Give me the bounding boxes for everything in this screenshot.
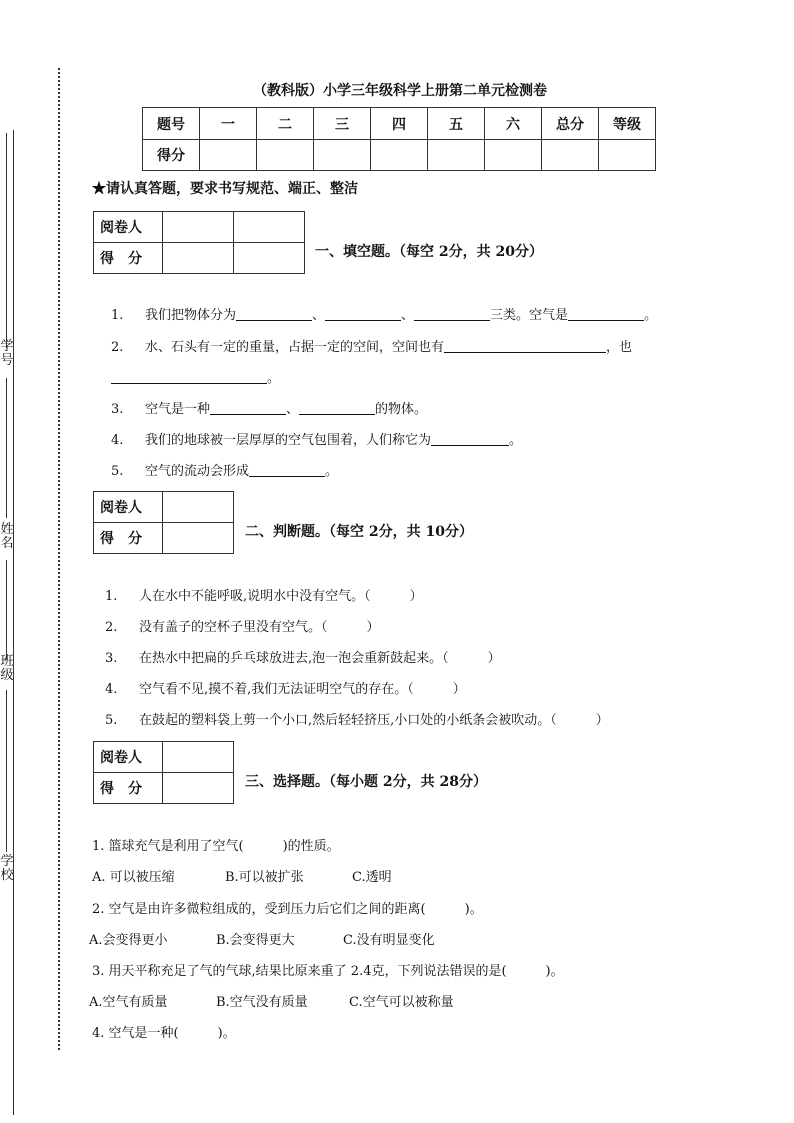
fill-question-5 xyxy=(111,460,338,479)
question-text: 没有盖子的空杯子里没有空气。（ ） xyxy=(139,620,380,635)
answer-blank[interactable] xyxy=(414,307,490,321)
mark-cell[interactable] xyxy=(163,523,234,554)
score-cell: 五 xyxy=(428,108,485,140)
binding-line xyxy=(13,130,14,1115)
question-number: 2. xyxy=(111,340,124,355)
option-c[interactable]: C.空气可以被称量 xyxy=(349,995,454,1010)
question-text: 空气的流动会形成 xyxy=(145,464,250,479)
option-c[interactable]: C.没有明显变化 xyxy=(343,933,435,948)
choice-question-3-options xyxy=(89,991,454,1010)
question-text: 的物体。 xyxy=(375,402,428,417)
mark-box-1 xyxy=(93,211,305,274)
answer-blank[interactable] xyxy=(210,401,286,415)
score-cell: 三 xyxy=(314,108,371,140)
fill-question-1 xyxy=(111,304,657,323)
question-text: 在热水中把扁的乒乓球放进去,泡一泡会重新鼓起来。（ ） xyxy=(139,651,501,666)
score-label: 得 分 xyxy=(94,773,163,804)
sidebar-rule xyxy=(6,133,7,348)
mark-cell[interactable] xyxy=(163,742,234,773)
question-number: 5. xyxy=(105,713,118,728)
question-text: 、 xyxy=(401,308,415,323)
question-text: 在鼓起的塑料袋上剪一个小口,然后轻轻挤压,小口处的小纸条会被吹动。（ ） xyxy=(139,713,609,728)
mark-cell[interactable] xyxy=(163,492,234,523)
judge-question-3[interactable] xyxy=(105,647,501,666)
score-table-score-row xyxy=(143,140,656,171)
page-title: （教科版）小学三年级科学上册第二单元检测卷 xyxy=(253,83,547,99)
reviewer-label: 阅卷人 xyxy=(94,742,163,773)
choice-question-2-options xyxy=(89,929,435,948)
question-text: 、 xyxy=(286,402,300,417)
score-input-cell[interactable] xyxy=(542,140,599,171)
score-input-cell[interactable] xyxy=(599,140,656,171)
question-text: 我们的地球被一层厚厚的空气包围着，人们称它为 xyxy=(145,433,432,448)
mark-box-3 xyxy=(93,741,234,804)
mark-cell[interactable] xyxy=(234,243,305,274)
choice-question-1-stem: 1. 篮球充气是利用了空气( )的性质。 xyxy=(92,839,340,854)
judge-question-1[interactable] xyxy=(105,585,423,604)
score-table xyxy=(142,107,656,171)
score-cell: 二 xyxy=(257,108,314,140)
score-cell: 总分 xyxy=(542,108,599,140)
option-a[interactable]: A. 可以被压缩 xyxy=(92,870,175,885)
option-b[interactable]: B.空气没有质量 xyxy=(216,995,308,1010)
section-2-title: 二、判断题。（每空 2分，共 10分） xyxy=(245,524,473,540)
fill-question-2-continued xyxy=(111,367,280,386)
cut-dotted-line xyxy=(58,68,60,1050)
question-text: 。 xyxy=(509,433,523,448)
sidebar-rule xyxy=(6,560,7,660)
question-text: 。 xyxy=(325,464,339,479)
sidebar-label-name: 姓名 xyxy=(0,522,14,551)
question-text: 我们把物体分为 xyxy=(145,308,237,323)
question-text: 。 xyxy=(267,371,281,386)
question-text: 水、石头有一定的重量，占据一定的空间，空间也有 xyxy=(145,340,445,355)
reviewer-label: 阅卷人 xyxy=(94,212,163,243)
score-input-cell[interactable] xyxy=(200,140,257,171)
answer-blank[interactable] xyxy=(431,432,509,446)
mark-cell[interactable] xyxy=(163,243,234,274)
option-a[interactable]: A.会变得更小 xyxy=(89,933,168,948)
score-label: 得 分 xyxy=(94,523,163,554)
option-a[interactable]: A.空气有质量 xyxy=(89,995,168,1010)
section-1-title: 一、填空题。（每空 2分，共 20分） xyxy=(315,244,543,260)
mark-cell[interactable] xyxy=(234,212,305,243)
judge-question-5[interactable] xyxy=(105,709,609,728)
mark-box-2 xyxy=(93,491,234,554)
question-text: 、 xyxy=(312,308,326,323)
score-cell: 一 xyxy=(200,108,257,140)
answer-blank[interactable] xyxy=(111,370,267,384)
score-cell: 六 xyxy=(485,108,542,140)
question-text: 空气是一种 xyxy=(145,402,211,417)
fill-question-2 xyxy=(111,336,632,355)
fill-question-4 xyxy=(111,429,522,448)
answer-blank[interactable] xyxy=(299,401,375,415)
sidebar-label-school: 学校 xyxy=(0,854,14,883)
question-text: 。 xyxy=(644,308,658,323)
question-number: 4. xyxy=(105,682,118,697)
choice-question-4-stem: 4. 空气是一种( )。 xyxy=(92,1026,236,1041)
score-input-cell[interactable] xyxy=(314,140,371,171)
choice-question-2-stem: 2. 空气是由许多微粒组成的，受到压力后它们之间的距离( )。 xyxy=(92,902,483,917)
question-number: 1. xyxy=(111,308,124,323)
score-table-header-row xyxy=(143,108,656,140)
score-cell: 四 xyxy=(371,108,428,140)
option-b[interactable]: B.会变得更大 xyxy=(216,933,295,948)
choice-question-3-stem: 3. 用天平称充足了气的气球,结果比原来重了 2.4克，下列说法错误的是( )。 xyxy=(92,964,564,979)
choice-question-1-options xyxy=(92,866,392,885)
question-text: 人在水中不能呼吸,说明水中没有空气。（ ） xyxy=(139,589,423,604)
score-input-cell[interactable] xyxy=(371,140,428,171)
option-c[interactable]: C.透明 xyxy=(352,870,392,885)
question-number: 4. xyxy=(111,433,124,448)
section-3-title: 三、选择题。（每小题 2分，共 28分） xyxy=(245,774,487,790)
question-text: 空气看不见,摸不着,我们无法证明空气的存在。（ ） xyxy=(139,682,466,697)
question-number: 1. xyxy=(105,589,118,604)
judge-question-2[interactable] xyxy=(105,616,380,635)
reviewer-label: 阅卷人 xyxy=(94,492,163,523)
question-text: 三类。空气是 xyxy=(490,308,569,323)
question-text: ，也 xyxy=(606,340,633,355)
sidebar-label-student-id: 学号 xyxy=(0,339,14,368)
question-number: 5. xyxy=(111,464,124,479)
answer-blank[interactable] xyxy=(568,307,644,321)
sidebar-rule xyxy=(6,378,7,518)
option-b[interactable]: B.可以被扩张 xyxy=(225,870,304,885)
score-label: 得 分 xyxy=(94,243,163,274)
score-input-cell[interactable] xyxy=(485,140,542,171)
fill-question-3 xyxy=(111,398,427,417)
answer-blank[interactable] xyxy=(249,463,325,477)
sidebar-rule xyxy=(6,690,7,852)
judge-question-4[interactable] xyxy=(105,678,466,697)
score-cell: 得分 xyxy=(143,140,200,171)
question-number: 3. xyxy=(111,402,124,417)
instruction-note: ★请认真答题，要求书写规范、端正、整洁 xyxy=(92,181,358,197)
mark-cell[interactable] xyxy=(163,773,234,804)
question-number: 3. xyxy=(105,651,118,666)
answer-blank[interactable] xyxy=(444,339,606,353)
score-input-cell[interactable] xyxy=(428,140,485,171)
mark-cell[interactable] xyxy=(163,212,234,243)
answer-blank[interactable] xyxy=(236,307,312,321)
question-number: 2. xyxy=(105,620,118,635)
sidebar-label-class: 班级 xyxy=(0,654,14,683)
score-input-cell[interactable] xyxy=(257,140,314,171)
answer-blank[interactable] xyxy=(325,307,401,321)
score-cell: 题号 xyxy=(143,108,200,140)
score-cell: 等级 xyxy=(599,108,656,140)
